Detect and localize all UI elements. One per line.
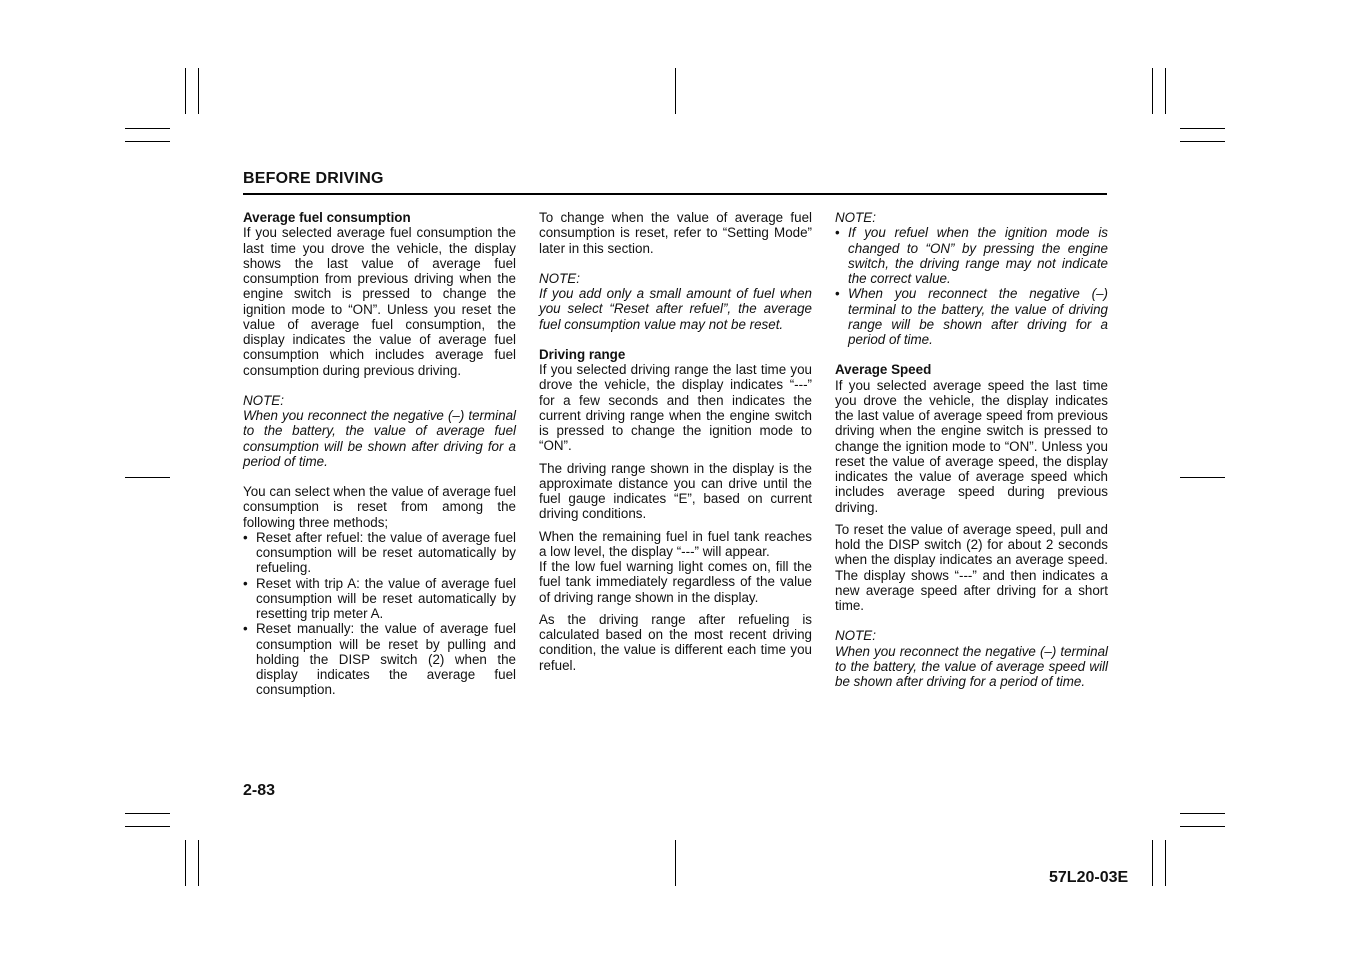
column-3 xyxy=(835,210,1108,689)
note-label: NOTE: xyxy=(835,628,876,644)
heading-average-speed: Average Speed xyxy=(835,362,932,378)
reset-methods-list xyxy=(243,530,516,698)
list-item: • When you reconnect the negative (–) terminal to the battery, the value of driving range will be shown after driving for a period of time. xyxy=(835,286,1108,347)
crop-mark xyxy=(1152,68,1153,114)
note-text: When you reconnect the negative (–) terminal to the battery, the value of average fuel consumption will be shown after driving for a period of time. xyxy=(243,408,516,469)
crop-mark xyxy=(125,813,170,814)
document-code: 57L20-03E xyxy=(1049,869,1129,886)
paragraph: To reset the value of average speed, pull and hold the DISP switch (2) for about 2 seconds when the display indicates an average speed. The display shows “---” and then indicates a new average speed after driving for a short time. xyxy=(835,521,1108,613)
paragraph: If you selected average fuel consumption the last time you drove the vehicle, the display shows the last value of average fuel consumption from previous driving when the engine switch is pressed to change the ignition mode to “ON”. Unless you reset the value of average fuel consumption, the display indicates the value of average fuel consumption which includes average fuel consumption during previous driving. xyxy=(243,225,516,378)
list-item: • Reset after refuel: the value of average fuel consumption will be reset automatically by refueling. xyxy=(243,530,516,576)
note-label: NOTE: xyxy=(539,270,580,286)
list-item: • If you refuel when the ignition mode is changed to “ON” by pressing the engine switch, the driving range may not indicate the correct value. xyxy=(835,225,1108,286)
crop-mark xyxy=(1180,141,1225,142)
crop-mark xyxy=(675,68,676,114)
list-item: • Reset with trip A: the value of average fuel consumption will be reset automatically by resetting trip meter A. xyxy=(243,576,516,622)
crop-mark xyxy=(675,840,676,886)
crop-mark xyxy=(1180,128,1225,129)
paragraph: When the remaining fuel in fuel tank reaches a low level, the display “---” will appear. xyxy=(539,528,812,559)
crop-mark xyxy=(1180,826,1225,827)
note-list xyxy=(835,225,1108,347)
column-2 xyxy=(539,210,812,673)
page-number: 2-83 xyxy=(243,782,276,799)
crop-mark xyxy=(1180,813,1225,814)
paragraph: If you selected average speed the last time you drove the vehicle, the display indicates the last value of average speed from previous driving when the engine switch is pressed to change the ignition mode to “ON”. Unless you reset the value of average speed, the display indicates the value of average speed which includes average speed during previous driving. xyxy=(835,377,1108,515)
note-text: When you reconnect the negative (–) terminal to the battery, the value of average speed will be shown after driving for a period of time. xyxy=(835,643,1108,689)
crop-mark xyxy=(1165,840,1166,886)
crop-mark xyxy=(125,128,170,129)
paragraph: As the driving range after refueling is calculated based on the most recent driving condition, the value is different each time you refuel. xyxy=(539,611,812,673)
crop-mark xyxy=(198,68,199,114)
crop-mark xyxy=(125,141,170,142)
heading-average-fuel-consumption: Average fuel consumption xyxy=(243,210,411,225)
crop-mark xyxy=(1165,68,1166,114)
crop-mark xyxy=(185,68,186,114)
crop-mark xyxy=(1180,477,1225,478)
heading-driving-range: Driving range xyxy=(539,346,626,362)
crop-mark xyxy=(125,826,170,827)
crop-mark xyxy=(1152,840,1153,886)
paragraph: If you selected driving range the last time you drove the vehicle, the display indicates “---” for a few seconds and then indicates the current driving range when the engine switch is pressed to change the ignition mode to “ON”. xyxy=(539,362,812,454)
header-rule xyxy=(243,193,1107,195)
section-title: BEFORE DRIVING xyxy=(243,170,384,187)
list-item: • Reset manually: the value of average fuel consumption will be reset by pulling and holding the DISP switch (2) when the display indicates the average fuel consumption. xyxy=(243,621,516,697)
paragraph: If the low fuel warning light comes on, fill the fuel tank immediately regardless of the value of driving range shown in the display. xyxy=(539,559,812,605)
paragraph: To change when the value of average fuel consumption is reset, refer to “Setting Mode” later in this section. xyxy=(539,210,812,256)
crop-mark xyxy=(125,477,170,478)
note-label: NOTE: xyxy=(835,210,876,225)
note-label: NOTE: xyxy=(243,392,284,408)
paragraph: The driving range shown in the display is the approximate distance you can drive until the fuel gauge indicates “E”, based on current driving conditions. xyxy=(539,460,812,522)
crop-mark xyxy=(198,840,199,886)
crop-mark xyxy=(185,840,186,886)
column-1 xyxy=(243,210,516,698)
note-text: If you add only a small amount of fuel when you select “Reset after refuel”, the average fuel consumption value may not be reset. xyxy=(539,286,812,332)
paragraph: You can select when the value of average fuel consumption is reset from among the following three methods; xyxy=(243,484,516,530)
